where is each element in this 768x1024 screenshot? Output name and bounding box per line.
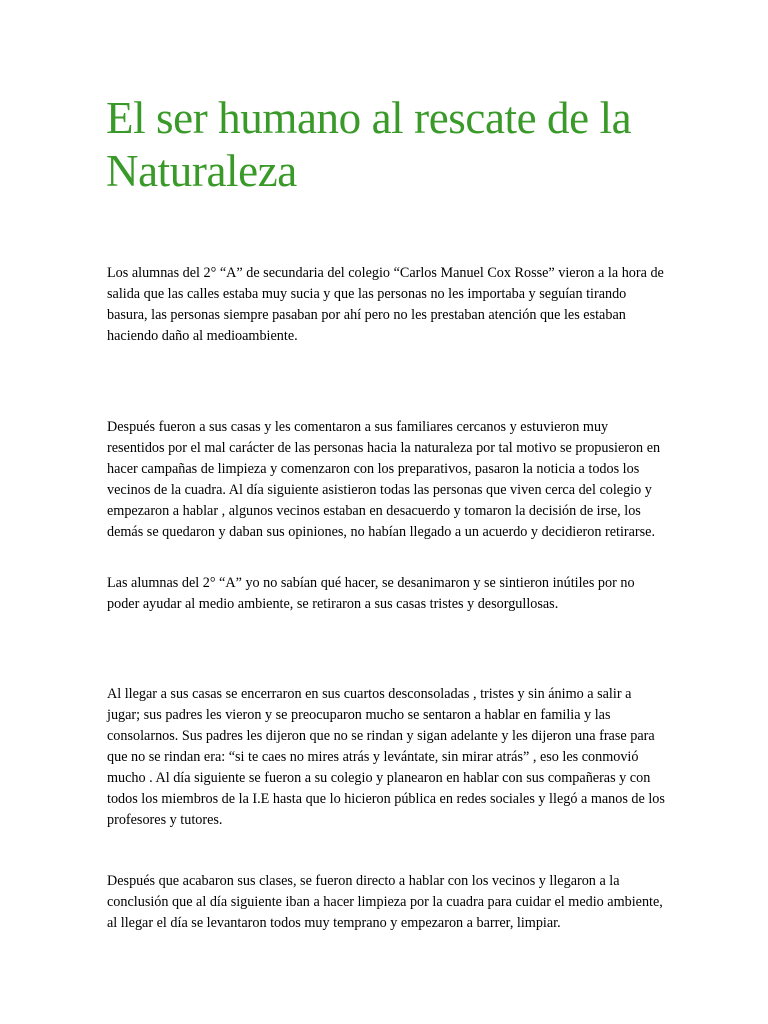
paragraph-5: Después que acabaron sus clases, se fueron directo a hablar con los vecinos y llegaron a la conclusión que al día siguiente iban a hacer limpieza por la cuadra para cuidar el medio ambiente, al llegar el día se levantaron todos muy temprano y empezaron a barrer, limpiar. [107,873,663,931]
paragraph-3: Las alumnas del 2° “A” yo no sabían qué hacer, se desanimaron y se sintieron inútiles por no poder ayudar al medio ambiente, se retiraron a sus casas tristes y desorgullosas. [107,575,635,612]
paragraph-1: Los alumnas del 2° “A” de secundaria del colegio “Carlos Manuel Cox Rosse” vieron a la hora de salida que las calles estaba muy sucia y que las personas no les importaba y seguían tirando basura, las personas siempre pasaban por ahí pero no les prestaban atención que les estaban haciendo daño al medioambiente. [107,265,664,344]
paragraph-4: Al llegar a sus casas se encerraron en sus cuartos desconsoladas , tristes y sin ánimo a salir a jugar; sus padres les vieron y se preocuparon mucho se sentaron a hablar en familia y las consolarnos. Sus padres les dijeron que no se rindan y sigan adelante y les dijeron una frase para que no se rindan era: “si te caes no mires atrás y levántate, sin mirar atrás” , eso les conmovió mucho . Al día siguiente se fueron a su colegio y planearon en hablar con sus compañeras y con todos los miembros de la I.E hasta que lo hicieron pública en redes sociales y llegó a manos de los profesores y tutores. [107,686,665,828]
paragraph-2: Después fueron a sus casas y les comentaron a sus familiares cercanos y estuvieron muy resentidos por el mal carácter de las personas hacia la naturaleza por tal motivo se propusieron en hacer campañas de limpieza y comenzaron con los preparativos, pasaron la noticia a todos los vecinos de la cuadra. Al día siguiente asistieron todas las personas que viven cerca del colegio y empezaron a hablar , algunos vecinos estaban en desacuerdo y tomaron la decisión de irse, los demás se quedaron y daban sus opiniones, no habían llegado a un acuerdo y decidieron retirarse. [107,419,661,540]
document-title: El ser humano al rescate de la Naturaleza [106,93,632,196]
